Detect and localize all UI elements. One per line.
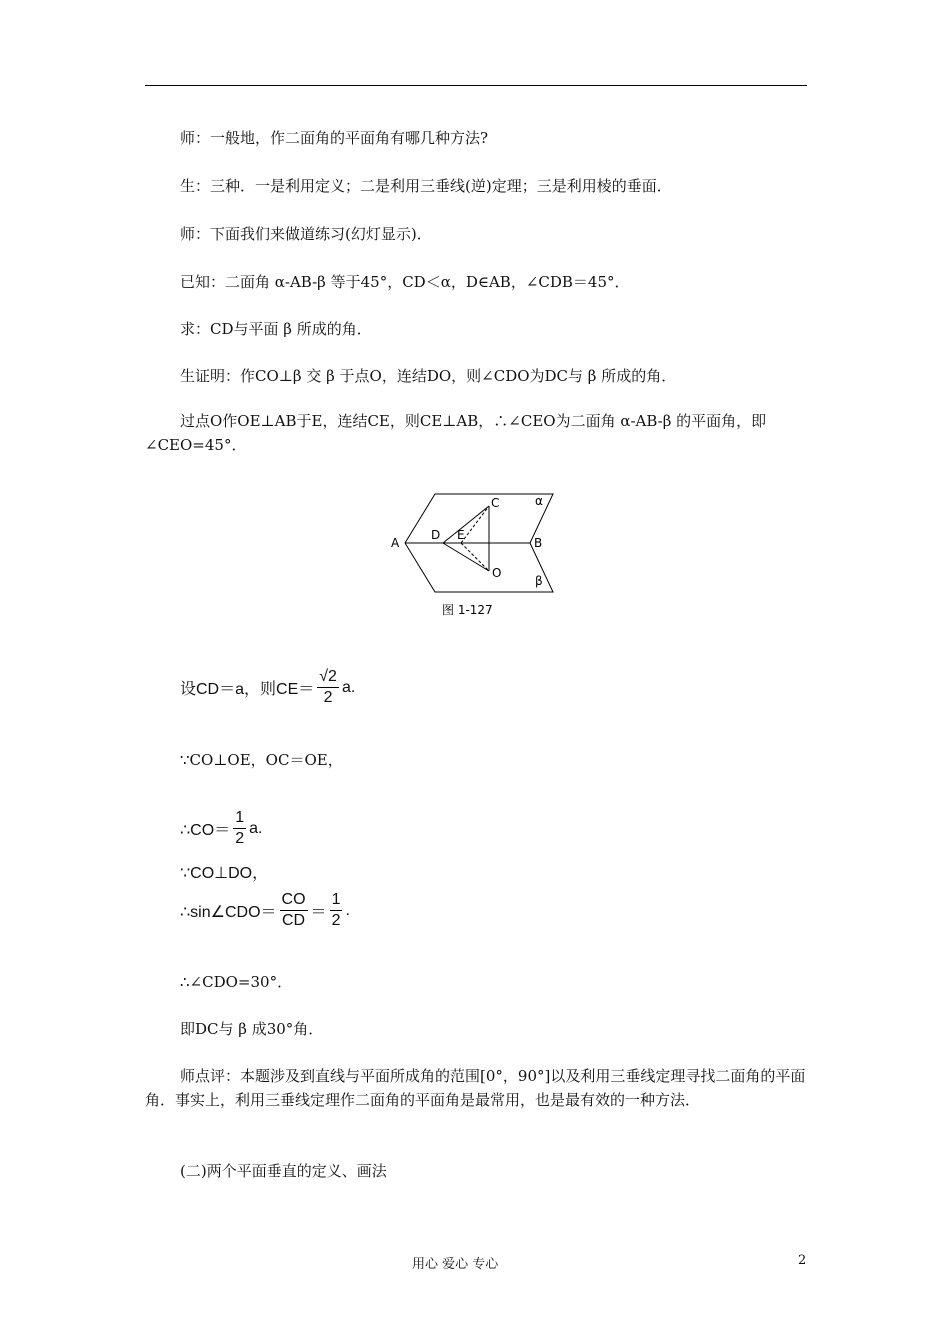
- segment-dc: [443, 506, 489, 543]
- fraction-one-half: $\frac{1}{2}$: [235, 809, 245, 847]
- label-alpha: α: [535, 494, 543, 508]
- math-line-1: 设CD＝a，则CE＝ $\frac{√2}{2}$ a.: [180, 668, 356, 706]
- fraction-sqrt2-over-2: $\frac{√2}{2}$: [319, 668, 337, 706]
- label-b: B: [534, 536, 543, 550]
- fraction-co-over-cd: $\frac{CO}{CD}$: [281, 891, 306, 929]
- math-line-2: ∵CO⊥OE，OC＝OE，: [180, 751, 343, 769]
- label-c: C: [491, 496, 500, 510]
- math-line-5: ∴sin∠CDO＝ $\frac{CO}{CD}$ ＝ $\frac{1}{2}$ .: [180, 891, 350, 929]
- paragraph-7: 过点O作OE⊥AB于E，连结CE，则CE⊥AB，∴∠CEO为二面角 α-AB-β 的平面角，即∠CEO=45°．: [145, 412, 767, 454]
- result-line-1: ∴∠CDO=30°．: [180, 973, 293, 991]
- section-heading: (二)两个平面垂直的定义、画法: [180, 1162, 387, 1180]
- segment-ce: [461, 506, 489, 543]
- label-e: E: [457, 528, 465, 542]
- paragraph-2: 生：三种．一是利用定义；二是利用三垂线(逆)定理；三是利用棱的垂面．: [180, 177, 672, 195]
- paragraph-3: 师：下面我们来做道练习(幻灯显示)．: [180, 225, 432, 243]
- dihedral-angle-figure: [385, 488, 560, 618]
- paragraph-5: 求：CD与平面 β 所成的角．: [180, 320, 372, 338]
- label-o: O: [492, 566, 502, 580]
- segment-do: [443, 543, 489, 571]
- label-d: D: [431, 528, 441, 542]
- footer-motto: 用心 爱心 专心: [412, 1257, 499, 1272]
- plane-beta-outline: [405, 543, 553, 592]
- math-line-4: ∵CO⊥DO，: [180, 865, 269, 882]
- result-line-2: 即DC与 β 成30°角．: [180, 1020, 324, 1038]
- figure-caption: 图 1-127: [442, 603, 493, 617]
- teacher-comment: 师点评：本题涉及到直线与平面所成角的范围[0°，90°]以及利用三垂线定理寻找二面角的平面角．事实上，利用三垂线定理作二面角的平面角是最常用，也是最有效的一种方法．: [145, 1067, 806, 1109]
- paragraph-6: 生证明：作CO⊥β 交 β 于点O，连结DO，则∠CDO为DC与 β 所成的角．: [180, 367, 677, 385]
- label-a: A: [391, 536, 400, 550]
- math-line-3: ∴CO＝ $\frac{1}{2}$ a.: [180, 809, 263, 847]
- paragraph-4: 已知：二面角 α-AB-β 等于45°，CD＜α，D∈AB，∠CDB＝45°．: [180, 273, 630, 291]
- paragraph-1: 师：一般地，作二面角的平面角有哪几种方法?: [180, 129, 489, 147]
- page-number: 2: [798, 1253, 807, 1268]
- label-beta: β: [535, 574, 543, 588]
- header-rule: [145, 85, 807, 86]
- fraction-one-half-2: $\frac{1}{2}$: [331, 891, 341, 929]
